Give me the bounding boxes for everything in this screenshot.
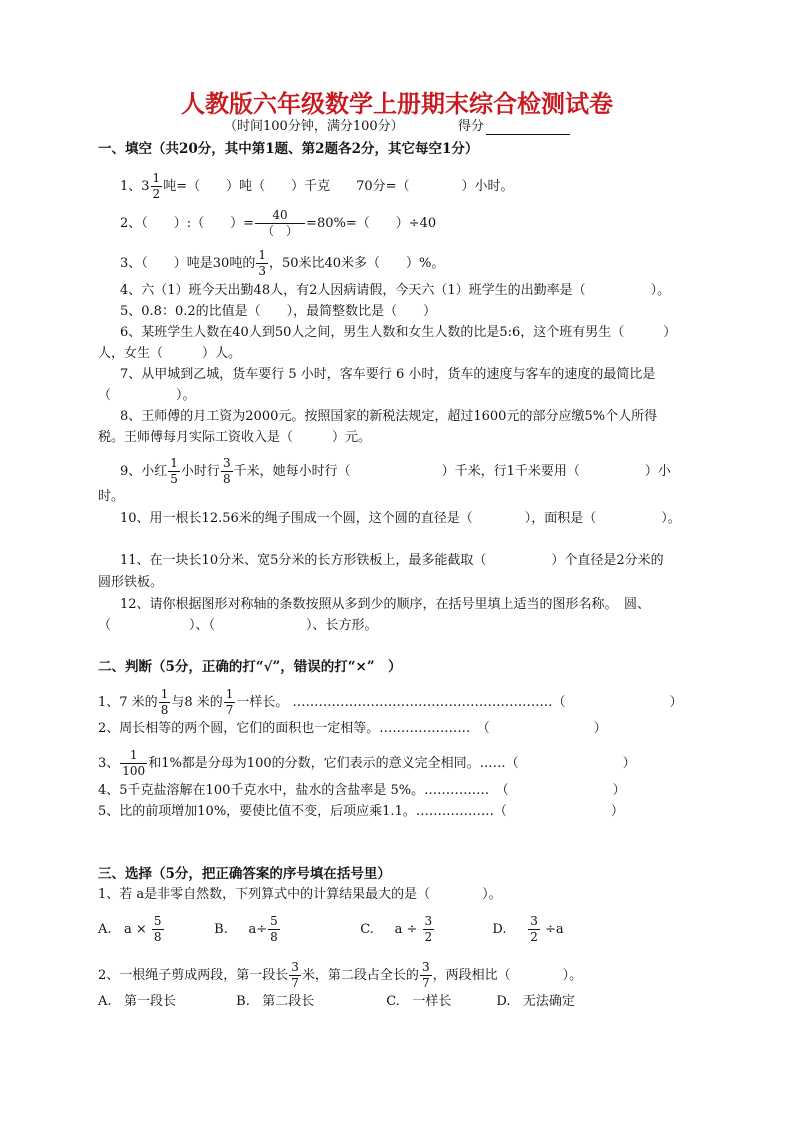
s3-q2-options — [98, 994, 606, 1010]
q-text: 3、 — [98, 756, 120, 771]
fraction — [268, 914, 280, 945]
frac-den: 8 — [160, 703, 169, 717]
frac-num: 3 — [291, 960, 299, 974]
fraction — [256, 248, 268, 279]
s1-question-6: 6、某班学生人数在40人到50人之间，男生人数和女生人数的比是5:6，这个班有男生（ ） — [120, 325, 677, 340]
frac-num: 5 — [270, 914, 278, 928]
option-text: a ÷ — [394, 922, 418, 937]
fraction — [120, 748, 147, 779]
option-text: 第一段长 — [123, 994, 176, 1009]
s2-question-3 — [98, 748, 636, 779]
page-title: 人教版六年级数学上册期末综合检测试卷 — [181, 89, 613, 118]
fraction — [289, 960, 301, 991]
s1-question-7: 7、从甲城到乙城，货车要行 5 小时，客车要行 6 小时，货车的速度与客车的速度的最简比是 — [120, 367, 656, 382]
q-text: 和1%都是分母为100的分数，它们表示的意义完全相同。……（ ） — [148, 756, 636, 771]
frac-den: 7 — [421, 976, 430, 990]
frac-den: 2 — [530, 930, 538, 944]
s1-question-12: 12、请你根据图形对称轴的条数按照从多到少的顺序，在括号里填上适当的图形名称。 圆、 — [120, 597, 651, 612]
frac-num: 3 — [530, 914, 538, 928]
frac-num: 1 — [152, 171, 161, 185]
s1-question-1 — [120, 171, 514, 202]
option-label: D. — [496, 994, 511, 1009]
option-label: A. — [98, 922, 112, 937]
q-text: 与8 米的 — [171, 695, 223, 710]
q-text: 米，第二段占全长的 — [301, 968, 419, 983]
s1-question-6-cont: 人，女生（ ）人。 — [98, 346, 242, 361]
frac-den: 7 — [225, 703, 234, 717]
fraction — [168, 456, 180, 487]
frac-num: 1 — [258, 248, 266, 262]
option-b[interactable] — [236, 994, 382, 1010]
section3-heading: 三、选择（5分，把正确答案的序号填在括号里） — [98, 866, 391, 882]
option-label: A. — [98, 994, 112, 1009]
s3-question-2 — [98, 960, 582, 991]
s1-question-9-cont: 时。 — [98, 489, 125, 504]
fraction — [221, 456, 233, 487]
fraction — [152, 914, 164, 945]
q-text: 2、一根绳子剪成两段，第一段长 — [98, 968, 289, 983]
option-text: a÷ — [248, 922, 268, 937]
option-label: C. — [386, 994, 400, 1009]
fraction — [151, 171, 163, 202]
score-blank[interactable] — [486, 120, 570, 135]
section1-heading: 一、填空（共20分，其中第1题、第2题各2分，其它每空1分） — [98, 141, 479, 157]
frac-den: 8 — [270, 930, 278, 944]
fraction — [224, 687, 236, 718]
s1-question-7-cont: （ ）。 — [98, 388, 196, 403]
q-text: ，两段相比（ ）。 — [432, 968, 583, 983]
option-label: B. — [236, 994, 250, 1009]
frac-num: 3 — [424, 914, 433, 928]
option-text: 第二段长 — [262, 994, 315, 1009]
section2-heading: 二、判断（5分，正确的打“√”，错误的打“×” ） — [98, 659, 402, 675]
s1-question-10: 10、用一根长12.56米的绳子围成一个圆，这个圆的直径是（ ），面积是（ ）。 — [120, 511, 681, 526]
s1-question-8: 8、王师傅的月工资为2000元。按照国家的新税法规定，超过1600元的部分应缴5%个人所得 — [120, 409, 658, 424]
q-text: 3、（ ）吨是30吨的 — [120, 256, 256, 271]
frac-num: 1 — [170, 456, 178, 470]
frac-num: 3 — [421, 960, 430, 974]
s3-question-1: 1、若 a是非零自然数，下列算式中的计算结果最大的是（ ）。 — [98, 887, 502, 902]
frac-num: 5 — [153, 914, 162, 928]
s2-question-1 — [98, 687, 683, 718]
frac-den: 7 — [291, 976, 299, 990]
s1-question-8-cont: 税。王师傅每月实际工资收入是（ ）元。 — [98, 430, 372, 445]
frac-num: 3 — [222, 456, 231, 470]
option-a[interactable] — [98, 914, 210, 945]
frac-num: 1 — [120, 748, 147, 764]
s1-question-12-cont: （ ）、（ ）、长方形。 — [98, 618, 378, 633]
s1-question-3 — [120, 248, 444, 279]
q-text: 1、3 — [120, 179, 150, 194]
s1-question-2 — [120, 208, 436, 239]
s1-question-5: 5、0.8：0.2的比值是（ ），最简整数比是（ ） — [120, 304, 437, 319]
frac-num: 40 — [255, 208, 305, 224]
frac-num: 1 — [160, 687, 169, 701]
option-text: ÷a — [544, 922, 564, 937]
s3-q1-options — [98, 914, 602, 945]
option-label: D. — [492, 922, 507, 937]
option-d[interactable] — [492, 914, 602, 945]
option-a[interactable] — [98, 994, 232, 1010]
frac-den: 3 — [258, 264, 266, 278]
fraction — [255, 208, 305, 239]
q-text: 小时行 — [180, 464, 220, 479]
option-label: C. — [360, 922, 374, 937]
option-c[interactable] — [360, 914, 488, 945]
option-text: a × — [123, 922, 147, 937]
s1-question-9 — [120, 456, 671, 487]
exam-duration-info: （时间100分钟，满分100分） — [224, 119, 404, 134]
q-text: 千米，她每小时行（ ）千米，行1千米要用（ ）小 — [233, 464, 671, 479]
s1-question-11: 11、在一块长10分米、宽5分米的长方形铁板上，最多能截取（ ）个直径是2分米的 — [120, 553, 664, 568]
frac-den: 8 — [153, 930, 162, 944]
fraction — [423, 914, 435, 945]
frac-den: 8 — [222, 472, 231, 486]
frac-den: 5 — [170, 472, 178, 486]
option-d[interactable] — [496, 994, 606, 1010]
fraction — [420, 960, 432, 991]
exam-info — [224, 119, 570, 135]
s2-question-5: 5、比的前项增加10%，要使比值不变，后项应乘1.1。………………（ ） — [98, 804, 624, 819]
q-text: 吨=（ ）吨（ ）千克 70分=（ ）小时。 — [163, 179, 514, 194]
q-text: 2、（ ）:（ ）= — [120, 216, 255, 231]
s1-question-11-cont: 圆形铁板。 — [98, 575, 164, 590]
q-text: =80%=（ ）÷40 — [306, 216, 437, 231]
frac-num: 1 — [225, 687, 234, 701]
frac-den: 100 — [122, 764, 146, 778]
q-text: ，50米比40米多（ ）%。 — [268, 256, 445, 271]
q-text: 9、小红 — [120, 464, 168, 479]
q-text: 一样长。 ……………………………………………………（ ） — [236, 695, 683, 710]
s2-question-2: 2、周长相等的两个圆，它们的面积也一定相等。………………… （ ） — [98, 721, 607, 736]
score-label: 得分 — [457, 119, 484, 134]
option-text: 一样长 — [412, 994, 452, 1009]
frac-den: （ ） — [262, 224, 299, 238]
option-c[interactable] — [386, 994, 492, 1010]
frac-den: 2 — [152, 187, 161, 201]
option-text: 无法确定 — [522, 994, 575, 1009]
frac-den: 2 — [424, 930, 433, 944]
s1-question-4: 4、六（1）班今天出勤48人，有2人因病请假，今天六（1）班学生的出勤率是（ ）。 — [120, 283, 671, 298]
option-label: B. — [214, 922, 228, 937]
fraction — [528, 914, 540, 945]
fraction — [159, 687, 171, 718]
option-b[interactable] — [214, 914, 356, 945]
s2-question-4: 4、5千克盐溶解在100千克水中，盐水的含盐率是 5%。…………… （ ） — [98, 783, 626, 798]
q-text: 1、7 米的 — [98, 695, 158, 710]
